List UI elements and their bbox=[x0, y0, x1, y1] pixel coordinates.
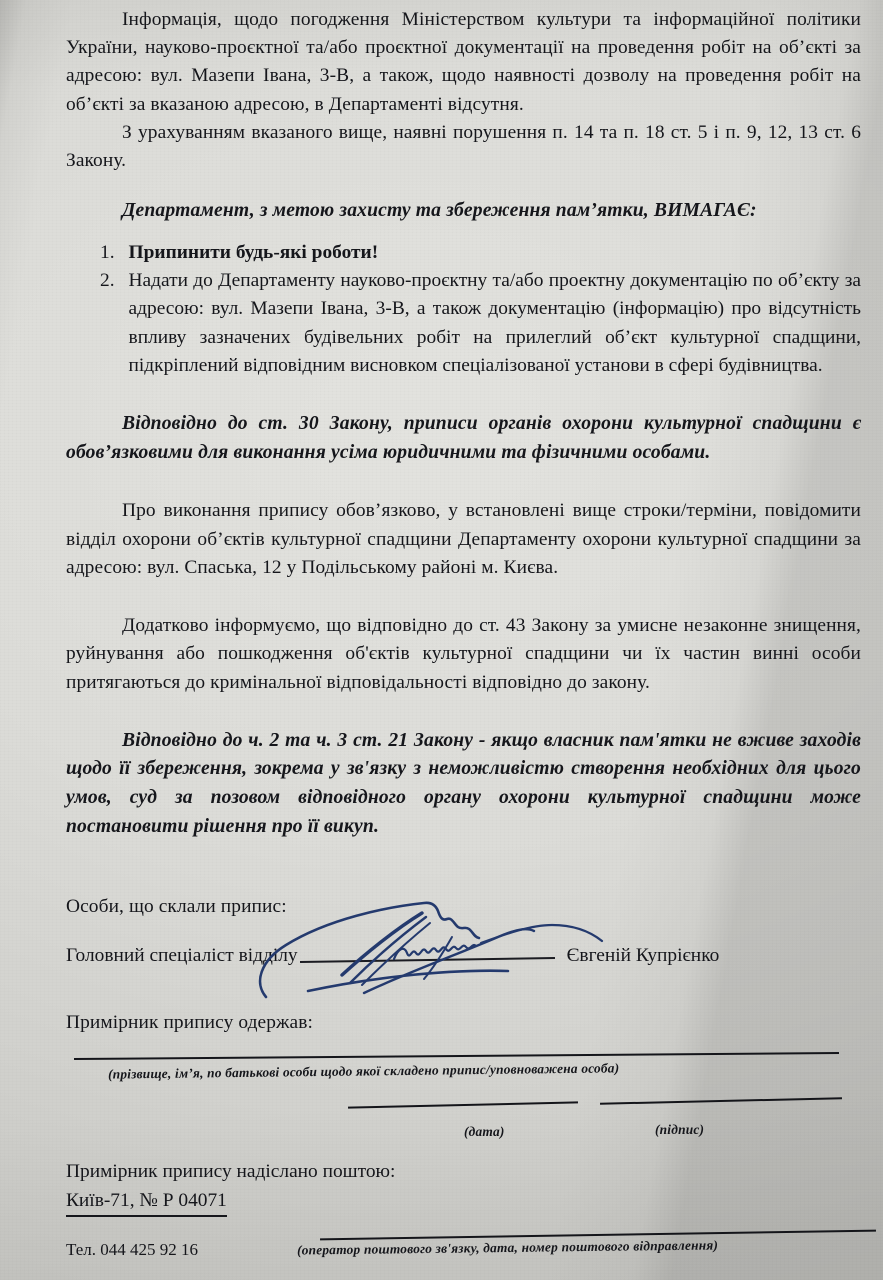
signature-field-caption: (підпис) bbox=[655, 1121, 705, 1137]
signer-name: Євгеній Купрієнко bbox=[566, 945, 720, 967]
list-item bbox=[66, 239, 861, 267]
spacer bbox=[66, 967, 861, 1009]
list-item-number: 2. bbox=[100, 270, 115, 292]
signer-role: Головний спеціаліст відділу bbox=[66, 945, 298, 967]
operator-caption: (оператор поштового зв'язку, дата, номер поштового відправлення) bbox=[296, 1237, 719, 1258]
paragraph-article-30: Відповідно до ст. 30 Закону, приписи органів охорони культурної спадщини є обов’язковими для виконання усіма юридичними та фізичними особами. bbox=[66, 413, 861, 463]
list-item-text: Надати до Департаменту науково-проєктну та/або проектну документацію по об’єкту за адресою: вул. Мазепи Івана, 3-В, а також документацію (інформацію) про відсутність впливу зазначених будівельних робіт на прилеглий об’єкт культурної спадщини, підкріплений відповідним висновком спеціалізованої установи в сфері будівництва. bbox=[128, 270, 861, 376]
heading-demand: Департамент, з метою захисту та збереження пам’ятки, ВИМАГАЄ: bbox=[122, 200, 757, 222]
list-item-text: Припинити будь-які роботи! bbox=[128, 242, 379, 263]
demand-list bbox=[66, 239, 861, 380]
spacer bbox=[66, 921, 861, 945]
received-label: Примірник припису одержав: bbox=[66, 1012, 313, 1034]
list-item bbox=[66, 267, 861, 380]
date-caption: (дата) bbox=[464, 1123, 505, 1139]
date-signature-fields bbox=[66, 1096, 861, 1158]
phone-number: Тел. 044 425 92 16 bbox=[66, 1240, 199, 1259]
spacer bbox=[66, 226, 861, 239]
paragraph-information: Інформація, щодо погодження Міністерством культури та інформаційної політики України, науково-проєктної та/або проєктної документації на проведення робіт на об’єкті за адресою: вул. Мазепи Івана, 3-В, а також, щодо наявності дозволу на проведення робіт на об’єкті за вказаною адресою, в Департаменті відсутня. bbox=[66, 9, 861, 115]
mail-tracking-code: Київ-71, № Р 04071 bbox=[66, 1187, 227, 1217]
signature-rule bbox=[300, 957, 555, 963]
mail-sent-label: Примірник припису надіслано поштою: bbox=[66, 1160, 396, 1182]
spacer bbox=[66, 697, 861, 727]
signature-field-rule bbox=[600, 1097, 842, 1104]
signature-block bbox=[66, 893, 861, 1217]
paragraph-article-43: Додатково інформуємо, що відповідно до ст. 43 Закону за умисне незаконне знищення, руйнування або пошкодження об'єктів культурної спадщини чи їх частин винні особи притягаються до кримінальної відповідальності відповідно до закону. bbox=[66, 615, 861, 693]
spacer bbox=[66, 582, 861, 612]
compilers-label: Особи, що склали припис: bbox=[66, 896, 287, 918]
spacer bbox=[66, 841, 861, 893]
fullname-caption: (прізвище, ім’я, по батькові особи щодо якої складено припис/уповноважена особа) bbox=[107, 1059, 620, 1082]
spacer bbox=[66, 467, 861, 497]
paragraph-article-21: Відповідно до ч. 2 та ч. 3 ст. 21 Закону - якщо власник пам'ятки не вживе заходів щодо її збереження, зокрема у зв'язку з неможливістю створення необхідних для цього умов, суд за позовом відповідного органу охорони культурної спадщини може постановити рішення про її викуп. bbox=[66, 729, 861, 837]
date-rule bbox=[348, 1101, 578, 1108]
signature-row bbox=[66, 945, 861, 967]
paragraph-report-obligation: Про виконання припису обов’язково, у встановлені вище строки/терміни, повідомити відділ охорони об’єктів культурної спадщини Департаменту охорони культурної спадщини за адресою: вул. Спаська, 12 у Подільському районі м. Києва. bbox=[66, 500, 861, 578]
paragraph-violations: З урахуванням вказаного вище, наявні порушення п. 14 та п. 18 ст. 5 і п. 9, 12, 13 ст. 6 Закону. bbox=[66, 121, 861, 172]
spacer bbox=[66, 175, 861, 197]
spacer bbox=[66, 380, 861, 410]
list-item-number: 1. bbox=[100, 242, 115, 263]
